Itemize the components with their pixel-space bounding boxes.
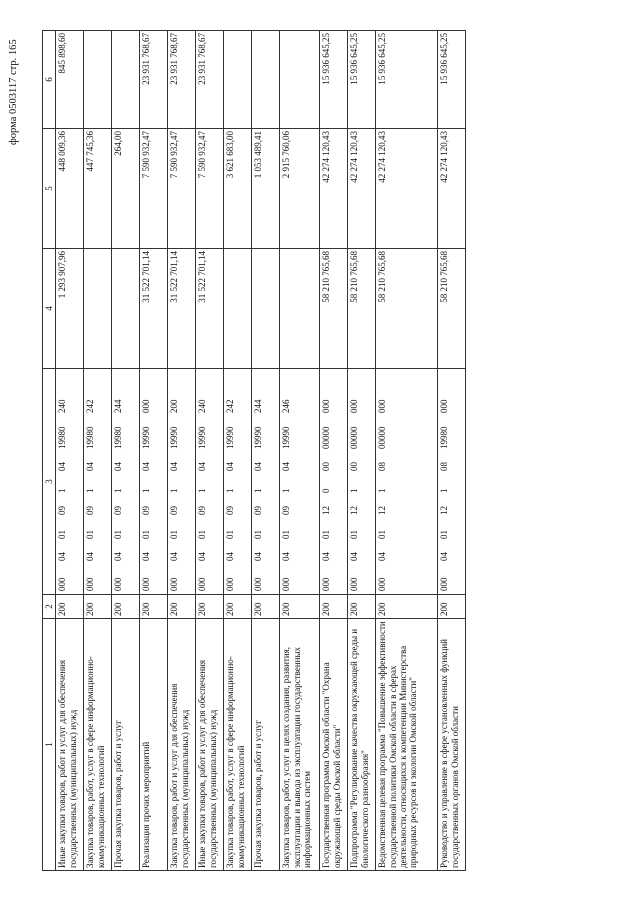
row-name-cell: Государственная программа Омской области "Охрана окружающей среды Омской области" [320, 619, 348, 871]
amount-cell-v4: 58 210 765,68 [438, 249, 466, 369]
amount-cell-v5: 42 274 120,43 [348, 129, 376, 249]
amount-cell-v5: 42 274 120,43 [320, 129, 348, 249]
code-part: 04 [281, 462, 292, 471]
line-code-cell: 200 [252, 595, 280, 619]
code-part: 09 [113, 506, 124, 515]
code-part: 04 [141, 462, 152, 471]
code-part: 12 [377, 506, 388, 515]
row-name-cell: Закупка товаров, работ, услуг в сфере информационно-коммуникационных технологий [224, 619, 252, 871]
amount-cell-v6: 845 898,60 [56, 31, 84, 129]
code-part: 08 [377, 462, 388, 471]
line-code-cell: 200 [348, 595, 376, 619]
code-part: 04 [141, 552, 152, 561]
code-part: 1 [253, 488, 264, 493]
code-part: 000 [377, 577, 388, 591]
table-row [140, 31, 168, 871]
budget-code-cell [252, 369, 280, 595]
code-part: 1 [281, 488, 292, 493]
row-name-cell: Закупка товаров, работ, услуг в сфере информационно-коммуникационных технологий [84, 619, 112, 871]
code-part: 04 [377, 552, 388, 561]
table-row [376, 31, 438, 871]
table-row [252, 31, 280, 871]
table-row [168, 31, 196, 871]
amount-cell-v6: 23 931 768,67 [168, 31, 196, 129]
table-row [56, 31, 84, 871]
row-name-cell: Реализация прочих мероприятий [140, 619, 168, 871]
code-part: 19990 [169, 426, 180, 449]
code-part: 000 [141, 399, 152, 413]
budget-code-cell [376, 369, 438, 595]
code-part: 00 [321, 462, 332, 471]
line-code-cell: 200 [280, 595, 320, 619]
code-part: 200 [169, 399, 180, 413]
code-part: 000 [349, 577, 360, 591]
code-part: 1 [439, 488, 450, 493]
code-part: 000 [225, 577, 236, 591]
table-row [280, 31, 320, 871]
code-part: 01 [141, 530, 152, 539]
code-part: 04 [197, 462, 208, 471]
code-part: 04 [225, 552, 236, 561]
code-part: 000 [169, 577, 180, 591]
code-part: 04 [281, 552, 292, 561]
code-part: 19980 [439, 426, 450, 449]
line-code-cell: 200 [112, 595, 140, 619]
table-row [438, 31, 466, 871]
code-part: 19990 [253, 426, 264, 449]
table-row [84, 31, 112, 871]
code-part: 00 [349, 462, 360, 471]
code-part: 000 [281, 577, 292, 591]
line-code-cell: 200 [168, 595, 196, 619]
code-part: 19990 [197, 426, 208, 449]
code-part: 19980 [113, 426, 124, 449]
code-part: 01 [57, 530, 68, 539]
header-cell: 4 [43, 249, 56, 369]
header-row [43, 31, 56, 871]
code-part: 246 [281, 399, 292, 413]
code-part: 04 [85, 552, 96, 561]
budget-code-cell [140, 369, 168, 595]
amount-cell-v6: 15 936 645,25 [438, 31, 466, 129]
code-part: 04 [169, 552, 180, 561]
code-part: 09 [169, 506, 180, 515]
code-part: 01 [439, 530, 450, 539]
amount-cell-v6 [224, 31, 252, 129]
line-code-cell: 200 [376, 595, 438, 619]
code-part: 000 [113, 577, 124, 591]
amount-cell-v5: 1 053 489,41 [252, 129, 280, 249]
code-part: 01 [85, 530, 96, 539]
amount-cell-v6 [280, 31, 320, 129]
line-code-cell: 200 [438, 595, 466, 619]
code-part: 01 [253, 530, 264, 539]
code-part: 19980 [57, 426, 68, 449]
code-part: 01 [113, 530, 124, 539]
code-part: 01 [321, 530, 332, 539]
code-part: 19980 [85, 426, 96, 449]
code-part: 0 [321, 488, 332, 493]
row-name-cell: Руководство и управление в сфере установленных функций государственных органов Омской области [438, 619, 466, 871]
amount-cell-v5: 7 590 932,47 [168, 129, 196, 249]
code-part: 242 [225, 399, 236, 413]
code-part: 242 [85, 399, 96, 413]
code-part: 00000 [321, 426, 332, 449]
budget-code-cell [320, 369, 348, 595]
row-name-cell: Подпрограмма "Регулирование качества окружающей среды и биологического разнообразия" [348, 619, 376, 871]
code-part: 04 [349, 552, 360, 561]
code-part: 000 [141, 577, 152, 591]
header-cell: 3 [43, 369, 56, 595]
code-part: 04 [321, 552, 332, 561]
code-part: 1 [349, 488, 360, 493]
code-part: 19990 [281, 426, 292, 449]
amount-cell-v4: 1 293 907,96 [56, 249, 84, 369]
code-part: 19990 [225, 426, 236, 449]
code-part: 12 [439, 506, 450, 515]
code-part: 04 [225, 462, 236, 471]
code-part: 01 [197, 530, 208, 539]
code-part: 000 [439, 399, 450, 413]
code-part: 1 [169, 488, 180, 493]
code-part: 09 [197, 506, 208, 515]
amount-cell-v6: 15 936 645,25 [348, 31, 376, 129]
table-row [320, 31, 348, 871]
amount-cell-v5: 7 590 932,47 [140, 129, 168, 249]
code-part: 12 [349, 506, 360, 515]
amount-cell-v5: 448 009,36 [56, 129, 84, 249]
code-part: 12 [321, 506, 332, 515]
table-row [224, 31, 252, 871]
line-code-cell: 200 [56, 595, 84, 619]
amount-cell-v6 [252, 31, 280, 129]
amount-cell-v4: 58 210 765,68 [348, 249, 376, 369]
amount-cell-v5: 264,00 [112, 129, 140, 249]
code-part: 09 [141, 506, 152, 515]
header-cell: 6 [43, 31, 56, 129]
budget-code-cell [84, 369, 112, 595]
code-part: 04 [57, 552, 68, 561]
code-part: 09 [57, 506, 68, 515]
code-part: 09 [281, 506, 292, 515]
line-code-cell: 200 [140, 595, 168, 619]
budget-code-cell [348, 369, 376, 595]
code-part: 244 [113, 399, 124, 413]
code-part: 000 [85, 577, 96, 591]
code-part: 000 [57, 577, 68, 591]
amount-cell-v6 [112, 31, 140, 129]
amount-cell-v4 [84, 249, 112, 369]
code-part: 04 [253, 462, 264, 471]
row-name-cell: Закупка товаров, работ и услуг для обеспечения государственных (муниципальных) нужд [168, 619, 196, 871]
amount-cell-v4: 58 210 765,68 [320, 249, 348, 369]
table-row [112, 31, 140, 871]
budget-code-cell [56, 369, 84, 595]
code-part: 000 [197, 577, 208, 591]
code-part: 00000 [349, 426, 360, 449]
code-part: 240 [197, 399, 208, 413]
row-name-cell: Прочая закупка товаров, работ и услуг [252, 619, 280, 871]
code-part: 000 [321, 399, 332, 413]
code-part: 244 [253, 399, 264, 413]
code-part: 09 [225, 506, 236, 515]
code-part: 000 [349, 399, 360, 413]
table-row [348, 31, 376, 871]
row-name-cell: Иные закупки товаров, работ и услуг для обеспечения государственных (муниципальных) нужд [56, 619, 84, 871]
header-cell: 5 [43, 129, 56, 249]
code-part: 01 [169, 530, 180, 539]
code-part: 04 [57, 462, 68, 471]
budget-code-cell [196, 369, 224, 595]
table-row [196, 31, 224, 871]
amount-cell-v5: 42 274 120,43 [438, 129, 466, 249]
line-code-cell: 200 [224, 595, 252, 619]
row-name-cell: Иные закупки товаров, работ и услуг для обеспечения государственных (муниципальных) нужд [196, 619, 224, 871]
amount-cell-v4 [252, 249, 280, 369]
amount-cell-v4: 31 522 701,14 [140, 249, 168, 369]
budget-code-cell [224, 369, 252, 595]
code-part: 000 [377, 399, 388, 413]
budget-code-cell [168, 369, 196, 595]
code-part: 1 [141, 488, 152, 493]
budget-code-cell [112, 369, 140, 595]
report-table [42, 30, 466, 871]
header-cell: 2 [43, 595, 56, 619]
header-cell: 1 [43, 619, 56, 871]
code-part: 1 [225, 488, 236, 493]
row-name-cell: Прочая закупка товаров, работ и услуг [112, 619, 140, 871]
amount-cell-v5: 42 274 120,43 [376, 129, 438, 249]
code-part: 1 [57, 488, 68, 493]
code-part: 09 [253, 506, 264, 515]
line-code-cell: 200 [84, 595, 112, 619]
code-part: 04 [169, 462, 180, 471]
code-part: 01 [225, 530, 236, 539]
form-label: форма 0503117 стр. 165 [8, 39, 19, 145]
amount-cell-v5: 3 621 683,00 [224, 129, 252, 249]
budget-code-cell [438, 369, 466, 595]
amount-cell-v5: 447 745,36 [84, 129, 112, 249]
row-name-cell: Закупка товаров, работ, услуг в целях создания, развития, эксплуатации и вывода из эксплуатации государственных информационных систем [280, 619, 320, 871]
amount-cell-v4 [280, 249, 320, 369]
code-part: 04 [253, 552, 264, 561]
code-part: 000 [253, 577, 264, 591]
code-part: 00000 [377, 426, 388, 449]
code-part: 08 [439, 462, 450, 471]
code-part: 01 [349, 530, 360, 539]
amount-cell-v5: 2 915 760,06 [280, 129, 320, 249]
amount-cell-v6: 15 936 645,25 [320, 31, 348, 129]
code-part: 240 [57, 399, 68, 413]
code-part: 000 [439, 577, 450, 591]
code-part: 04 [85, 462, 96, 471]
amount-cell-v4 [112, 249, 140, 369]
amount-cell-v6: 23 931 768,67 [196, 31, 224, 129]
code-part: 01 [281, 530, 292, 539]
budget-code-cell [280, 369, 320, 595]
amount-cell-v6: 15 936 645,25 [376, 31, 438, 129]
code-part: 04 [113, 552, 124, 561]
amount-cell-v4: 31 522 701,14 [196, 249, 224, 369]
amount-cell-v4: 58 210 765,68 [376, 249, 438, 369]
code-part: 1 [113, 488, 124, 493]
code-part: 09 [85, 506, 96, 515]
code-part: 1 [377, 488, 388, 493]
code-part: 04 [197, 552, 208, 561]
code-part: 1 [197, 488, 208, 493]
amount-cell-v6: 23 931 768,67 [140, 31, 168, 129]
amount-cell-v6 [84, 31, 112, 129]
code-part: 1 [85, 488, 96, 493]
code-part: 19990 [141, 426, 152, 449]
line-code-cell: 200 [320, 595, 348, 619]
amount-cell-v5: 7 590 932,47 [196, 129, 224, 249]
code-part: 000 [321, 577, 332, 591]
amount-cell-v4: 31 522 701,14 [168, 249, 196, 369]
amount-cell-v4 [224, 249, 252, 369]
code-part: 04 [439, 552, 450, 561]
line-code-cell: 200 [196, 595, 224, 619]
row-name-cell: Ведомственная целевая программа "Повышение эффективности государственной политики Омской области в сферах деятельности, относящихся к компетенции Министерства природных ресурсов и экологии Омской области" [376, 619, 438, 871]
code-part: 04 [113, 462, 124, 471]
code-part: 01 [377, 530, 388, 539]
